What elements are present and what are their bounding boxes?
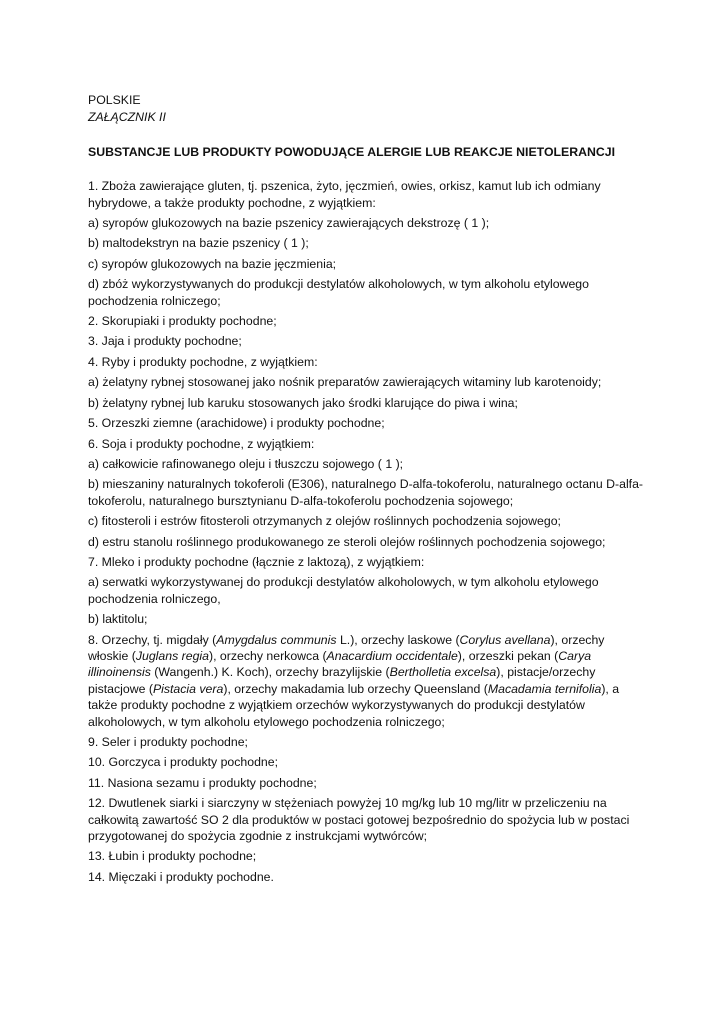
list-item: b) mieszaniny naturalnych tokoferoli (E306), naturalnego D-alfa-tokoferolu, naturalnego octanu D-alfa-tokoferolu, naturalnego bursztynianu D-alfa-tokoferolu pochodzenia sojowego; — [88, 477, 644, 508]
species-name: Carya illinoinensis — [88, 648, 592, 680]
list-item: a) serwatki wykorzystywanej do produkcji destylatów alkoholowych, w tym alkoholu etylowego pochodzenia rolniczego, — [88, 575, 599, 606]
nuts-list-item — [88, 632, 648, 730]
document-title: SUBSTANCJE LUB PRODUKTY POWODUJĄCE ALERGIE LUB REAKCJE NIETOLERANCJI — [88, 144, 615, 159]
nuts-text-5: ), orzeszki pekan ( — [457, 648, 559, 663]
list-item: 7. Mleko i produkty pochodne (łącznie z laktozą), z wyjątkiem: — [88, 554, 425, 569]
list-item: 11. Nasiona sezamu i produkty pochodne; — [88, 775, 317, 790]
document-page — [88, 92, 648, 889]
list-item: d) estru stanolu roślinnego produkowanego ze steroli olejów roślinnych pochodzenia sojowego; — [88, 534, 606, 549]
list-item: b) żelatyny rybnej lub karuku stosowanych jako środki klarujące do piwa i wina; — [88, 395, 518, 410]
species-name: Bertholletia excelsa — [389, 665, 497, 680]
nuts-text-1: 8. Orzechy, tj. migdały ( — [88, 632, 217, 647]
list-item: 1. Zboża zawierające gluten, tj. pszenica, żyto, jęczmień, owies, orkisz, kamut lub ich odmiany hybrydowe, a także produkty pochodne, z wyjątkiem: — [88, 179, 601, 210]
list-item: 10. Gorczyca i produkty pochodne; — [88, 755, 279, 770]
list-item: b) laktitolu; — [88, 612, 148, 627]
species-name: Amygdalus communis — [216, 632, 337, 647]
list-item: 5. Orzeszki ziemne (arachidowe) i produkty pochodne; — [88, 416, 385, 431]
list-item: a) syropów glukozowych na bazie pszenicy zawierających dekstrozę ( 1 ); — [88, 216, 490, 231]
list-item: b) maltodekstryn na bazie pszenicy ( 1 ); — [88, 236, 309, 251]
list-item: a) żelatyny rybnej stosowanej jako nośnik preparatów zawierających witaminy lub karotenoidy; — [88, 375, 602, 390]
list-item: a) całkowicie rafinowanego oleju i tłuszczu sojowego ( 1 ); — [88, 456, 404, 471]
list-item: 4. Ryby i produkty pochodne, z wyjątkiem: — [88, 354, 318, 369]
species-name: Macadamia ternifolia — [487, 681, 602, 696]
species-name: Corylus avellana — [459, 632, 551, 647]
list-item: 2. Skorupiaki i produkty pochodne; — [88, 314, 277, 329]
list-item: c) fitosteroli i estrów fitosteroli otrzymanych z olejów roślinnych pochodzenia sojowego; — [88, 514, 561, 529]
list-item: 9. Seler i produkty pochodne; — [88, 735, 248, 749]
list-item: 13. Łubin i produkty pochodne; — [88, 849, 257, 864]
list-item: 14. Mięczaki i produkty pochodne. — [88, 869, 274, 884]
species-name: Pistacia vera — [152, 681, 224, 696]
species-name: Anacardium occidentale — [326, 648, 458, 663]
nuts-text-2: L.), orzechy laskowe ( — [336, 632, 460, 647]
language-label: POLSKIE — [88, 93, 141, 107]
list-item: 6. Soja i produkty pochodne, z wyjątkiem: — [88, 436, 315, 451]
list-item: 3. Jaja i produkty pochodne; — [88, 334, 242, 349]
species-name: Juglans regia — [135, 648, 209, 663]
annex-label: ZAŁĄCZNIK II — [88, 110, 166, 125]
nuts-text-6: (Wangenh.) K. Koch), orzechy brazylijskie ( — [150, 665, 390, 680]
nuts-text-8: ), orzechy makadamia lub orzechy Queensland ( — [223, 681, 488, 696]
nuts-text-7: ), pistacje/orzechy pistacjowe ( — [88, 665, 596, 696]
list-item: d) zbóż wykorzystywanych do produkcji destylatów alkoholowych, w tym alkoholu etylowego pochodzenia rolniczego; — [88, 277, 589, 308]
nuts-text-4: ), orzechy nerkowca ( — [209, 648, 327, 663]
list-item: c) syropów glukozowych na bazie jęczmienia; — [88, 256, 337, 271]
list-item: 12. Dwutlenek siarki i siarczyny w stężeniach powyżej 10 mg/kg lub 10 mg/litr w przeliczeniu na całkowitą zawartość SO 2 dla produktów w postaci gotowej bezpośrednio do spożycia lub w postaci przygotowanej do spożycia zgodnie z instrukcjami wytwórców; — [88, 796, 630, 844]
nuts-text-3: ), orzechy włoskie ( — [88, 632, 605, 663]
nuts-text-9: ), a także produkty pochodne z wyjątkiem orzechów wykorzystywanych do produkcji destylatów alkoholowych, w tym alkoholu etylowego pochodzenia rolniczego; — [88, 681, 620, 729]
